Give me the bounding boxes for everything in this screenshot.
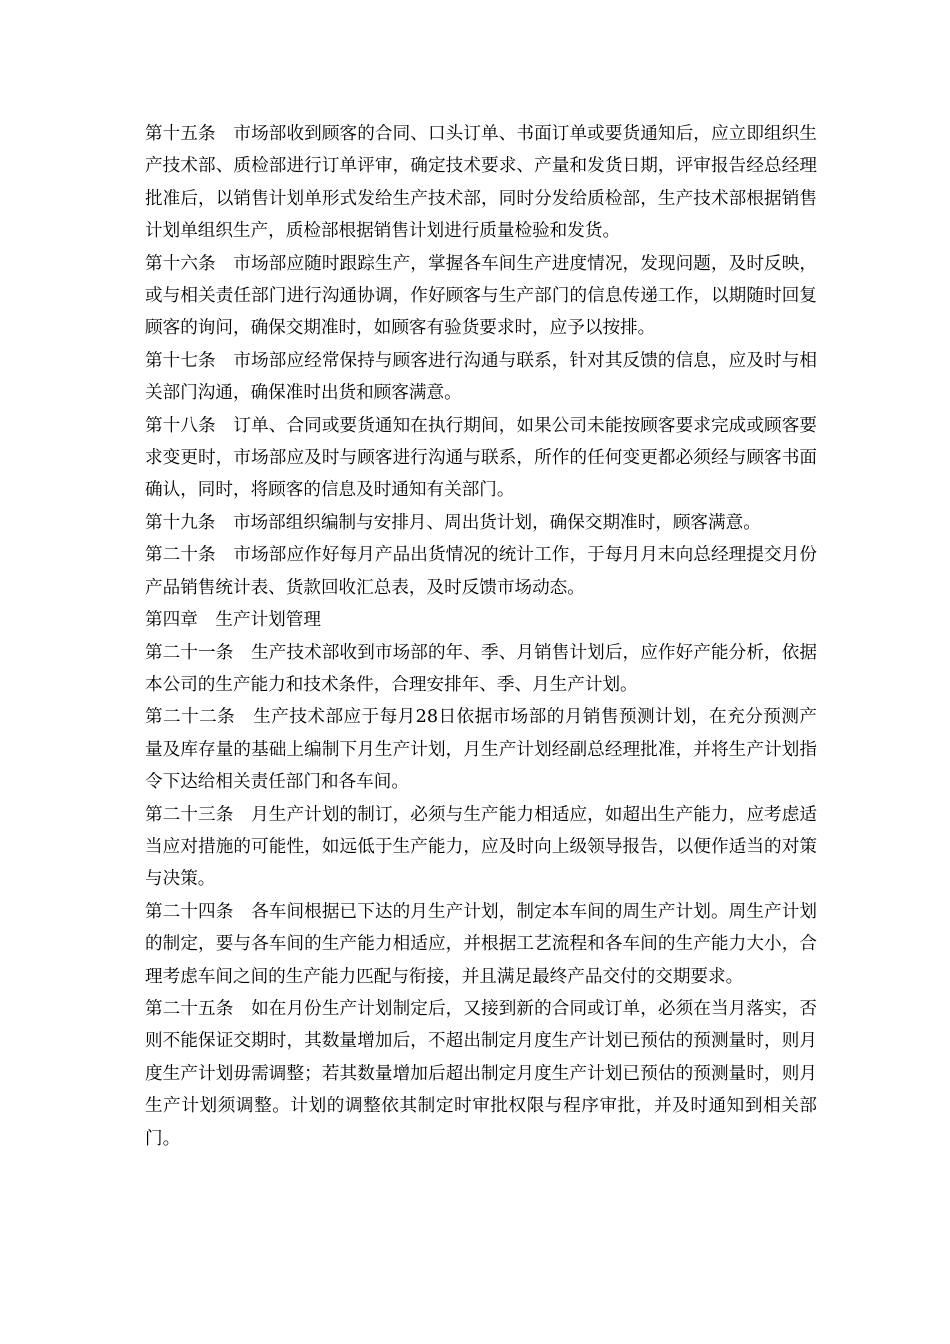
article-18: 第十八条 订单、合同或要货通知在执行期间，如果公司未能按顾客要求完成或顾客要求变更时，市场部应及时与顾客进行沟通与联系，所作的任何变更都必须经与顾客书面确认，同时，将顾客的信息及时通知有关部门。 (145, 415, 817, 501)
article-24: 第二十四条 各车间根据已下达的月生产计划，制定本车间的周生产计划。周生产计划的制定，要与各车间的生产能力相适应，并根据工艺流程和各车间的生产能力大小，合理考虑车间之间的生产能力匹配与衔接，并且满足最终产品交付的交期要求。 (145, 901, 817, 987)
chapter-4-heading: 第四章 生产计划管理 (145, 610, 321, 631)
article-21: 第二十一条 生产技术部收到市场部的年、季、月销售计划后，应作好产能分析，依据本公司的生产能力和技术条件，合理安排年、季、月生产计划。 (145, 642, 817, 695)
article-20: 第二十条 市场部应作好每月产品出货情况的统计工作，于每月月末向总经理提交月份产品销售统计表、货款回收汇总表，及时反馈市场动态。 (145, 545, 817, 598)
document-body (145, 118, 817, 1155)
article-15: 第十五条 市场部收到顾客的合同、口头订单、书面订单或要货通知后，应立即组织生产技术部、质检部进行订单评审，确定技术要求、产量和发货日期，评审报告经总经理批准后，以销售计划单形式发给生产技术部，同时分发给质检部，生产技术部根据销售计划单组织生产，质检部根据销售计划进行质量检验和发货。 (145, 124, 817, 242)
article-23: 第二十三条 月生产计划的制订，必须与生产能力相适应，如超出生产能力，应考虑适当应对措施的可能性，如远低于生产能力，应及时向上级领导报告，以便作适当的对策与决策。 (145, 804, 817, 890)
article-16: 第十六条 市场部应随时跟踪生产，掌握各车间生产进度情况，发现问题，及时反映，或与相关责任部门进行沟通协调，作好顾客与生产部门的信息传递工作，以期随时回复顾客的询问，确保交期准时，如顾客有验货要求时，应予以按排。 (145, 253, 817, 339)
article-22: 第二十二条 生产技术部应于每月28日依据市场部的月销售预测计划，在充分预测产量及库存量的基础上编制下月生产计划，月生产计划经副总经理批准，并将生产计划指令下达给相关责任部门和各车间。 (145, 707, 817, 793)
article-25: 第二十五条 如在月份生产计划制定后，又接到新的合同或订单，必须在当月落实，否则不能保证交期时，其数量增加后，不超出制定月度生产计划已预估的预测量时，则月度生产计划毋需调整；若其数量增加后超出制定月度生产计划已预估的预测量时，则月生产计划须调整。计划的调整依其制定时审批权限与程序审批，并及时通知到相关部门。 (145, 998, 817, 1149)
article-17: 第十七条 市场部应经常保持与顾客进行沟通与联系，针对其反馈的信息，应及时与相关部门沟通，确保准时出货和顾客满意。 (145, 350, 817, 404)
article-19: 第十九条 市场部组织编制与安排月、周出货计划，确保交期准时，顾客满意。 (145, 512, 761, 533)
